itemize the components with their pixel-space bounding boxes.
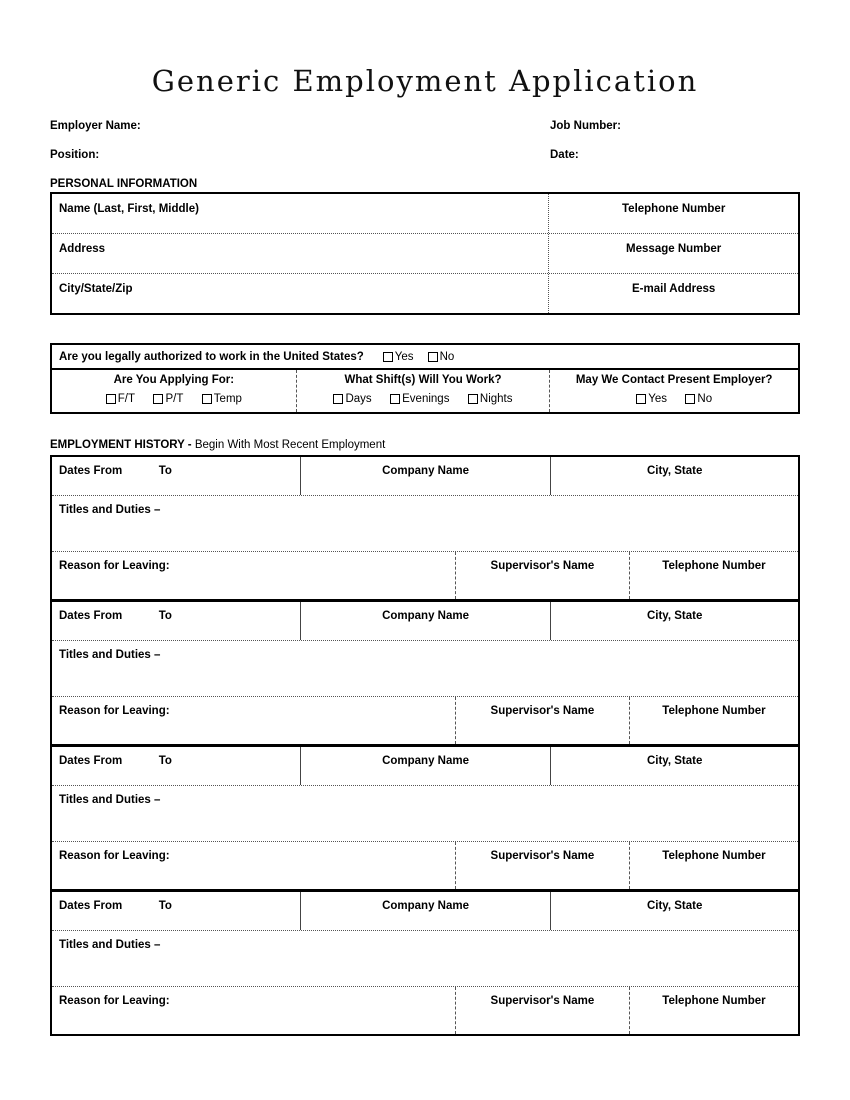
employment-history-heading <box>50 439 385 451</box>
company-field[interactable] <box>301 457 552 495</box>
dates-to-label: To <box>158 610 172 622</box>
employment-history-table <box>50 455 800 1036</box>
titles-duties-label: Titles and Duties – <box>59 504 161 516</box>
table-row <box>52 234 798 274</box>
checkbox-icon <box>428 352 438 362</box>
applying-for-column <box>52 370 296 412</box>
dates-row <box>52 892 798 931</box>
table-row <box>52 194 798 234</box>
dates-row <box>52 602 798 641</box>
checkbox-icon <box>390 394 400 404</box>
city-state-label: City, State <box>646 610 703 622</box>
dates-from-label: Dates From <box>59 610 123 622</box>
personal-information-table <box>50 192 800 315</box>
employer-name-label: Employer Name: <box>50 120 141 132</box>
authorized-question-row <box>52 345 798 370</box>
email-label: E-mail Address <box>632 283 716 295</box>
checkbox-icon <box>202 394 212 404</box>
titles-duties-field[interactable] <box>52 786 798 842</box>
checkbox-label: Yes <box>394 350 414 363</box>
dates-field[interactable] <box>52 602 301 640</box>
city-state-label: City, State <box>646 900 703 912</box>
dates-row <box>52 747 798 786</box>
reason-field[interactable] <box>52 842 455 889</box>
supervisor-field[interactable] <box>455 697 629 744</box>
days-checkbox[interactable] <box>333 393 371 405</box>
company-label: Company Name <box>382 900 469 912</box>
authorized-yes-checkbox[interactable] <box>383 351 414 363</box>
telephone-label: Telephone Number <box>662 705 766 717</box>
titles-duties-label: Titles and Duties – <box>59 794 161 806</box>
checkbox-icon <box>636 394 646 404</box>
name-label: Name (Last, First, Middle) <box>59 203 199 215</box>
shift-column <box>296 370 550 412</box>
dates-from-label: Dates From <box>59 755 123 767</box>
dates-from-label: Dates From <box>59 900 123 912</box>
checkbox-icon <box>153 394 163 404</box>
telephone-field[interactable] <box>629 552 798 599</box>
supervisor-label: Supervisor's Name <box>490 560 595 572</box>
personal-information-heading: PERSONAL INFORMATION <box>50 178 198 190</box>
company-label: Company Name <box>382 610 469 622</box>
titles-duties-field[interactable] <box>52 496 798 552</box>
position-label: Position: <box>50 149 100 161</box>
telephone-field[interactable] <box>629 842 798 889</box>
address-field[interactable] <box>52 234 549 273</box>
employment-entry-3 <box>52 747 798 892</box>
reason-label: Reason for Leaving: <box>59 995 170 1007</box>
contact-no-checkbox[interactable] <box>685 393 712 405</box>
reason-field[interactable] <box>52 697 455 744</box>
telephone-field[interactable] <box>629 697 798 744</box>
employment-entry-2 <box>52 602 798 747</box>
ft-checkbox[interactable] <box>106 393 135 405</box>
date-label: Date: <box>550 149 579 161</box>
city-state-zip-label: City/State/Zip <box>59 283 133 295</box>
dates-to-label: To <box>158 755 172 767</box>
checkbox-label: No <box>697 393 713 405</box>
applying-for-heading: Are You Applying For: <box>113 374 235 386</box>
reason-label: Reason for Leaving: <box>59 705 170 717</box>
checkbox-label: Yes <box>648 393 667 405</box>
reason-row <box>52 697 798 744</box>
shift-heading: What Shift(s) Will You Work? <box>344 374 502 386</box>
dates-to-label: To <box>158 465 172 477</box>
telephone-label: Telephone Number <box>662 850 766 862</box>
telephone-label: Telephone Number <box>662 560 766 572</box>
company-field[interactable] <box>301 602 552 640</box>
contact-yes-checkbox[interactable] <box>636 393 667 405</box>
supervisor-label: Supervisor's Name <box>490 850 595 862</box>
temp-checkbox[interactable] <box>202 393 242 405</box>
dates-from-label: Dates From <box>59 465 123 477</box>
reason-label: Reason for Leaving: <box>59 850 170 862</box>
telephone-label: Telephone Number <box>622 203 726 215</box>
titles-duties-field[interactable] <box>52 931 798 987</box>
city-state-field[interactable] <box>551 892 798 930</box>
checkbox-label: Nights <box>479 393 513 405</box>
checkbox-label: Temp <box>213 393 242 405</box>
city-state-label: City, State <box>646 755 703 767</box>
supervisor-label: Supervisor's Name <box>490 995 595 1007</box>
eligibility-columns <box>52 370 798 412</box>
supervisor-label: Supervisor's Name <box>490 705 595 717</box>
pt-checkbox[interactable] <box>153 393 183 405</box>
message-number-label: Message Number <box>626 243 722 255</box>
company-label: Company Name <box>382 465 469 477</box>
city-state-zip-field[interactable] <box>52 274 549 313</box>
authorized-no-checkbox[interactable] <box>428 351 455 363</box>
checkbox-icon <box>333 394 343 404</box>
telephone-label: Telephone Number <box>662 995 766 1007</box>
name-field[interactable] <box>52 194 549 233</box>
dates-field[interactable] <box>52 892 301 930</box>
page-title: Generic Employment Application <box>151 64 699 98</box>
dates-field[interactable] <box>52 457 301 495</box>
email-field[interactable] <box>549 274 798 313</box>
employment-history-heading-rest: Begin With Most Recent Employment <box>191 439 386 451</box>
city-state-label: City, State <box>646 465 703 477</box>
checkbox-label: Days <box>345 393 372 405</box>
work-eligibility-table <box>50 343 800 414</box>
dates-to-label: To <box>158 900 172 912</box>
telephone-field[interactable] <box>549 194 798 233</box>
contact-employer-column <box>549 370 798 412</box>
authorized-question-label: Are you legally authorized to work in the United States? <box>59 350 364 363</box>
employment-entry-4 <box>52 892 798 1034</box>
reason-field[interactable] <box>52 987 455 1034</box>
contact-employer-heading: May We Contact Present Employer? <box>575 374 773 386</box>
table-row <box>52 274 798 313</box>
reason-label: Reason for Leaving: <box>59 560 170 572</box>
company-label: Company Name <box>382 755 469 767</box>
evenings-checkbox[interactable] <box>390 393 449 405</box>
checkbox-label: Evenings <box>402 393 450 405</box>
checkbox-label: F/T <box>117 393 135 405</box>
checkbox-icon <box>383 352 393 362</box>
message-number-field[interactable] <box>549 234 798 273</box>
dates-field[interactable] <box>52 747 301 785</box>
nights-checkbox[interactable] <box>468 393 513 405</box>
city-state-field[interactable] <box>551 747 798 785</box>
checkbox-icon <box>685 394 695 404</box>
city-state-field[interactable] <box>551 602 798 640</box>
contact-employer-options <box>550 391 798 409</box>
reason-field[interactable] <box>52 552 455 599</box>
job-number-label: Job Number: <box>550 120 621 132</box>
supervisor-field[interactable] <box>455 987 629 1034</box>
titles-duties-label: Titles and Duties – <box>59 939 161 951</box>
city-state-field[interactable] <box>551 457 798 495</box>
titles-duties-field[interactable] <box>52 641 798 697</box>
applying-for-options <box>52 391 296 409</box>
reason-row <box>52 552 798 599</box>
checkbox-label: P/T <box>165 393 184 405</box>
checkbox-label: No <box>439 350 455 363</box>
checkbox-icon <box>468 394 478 404</box>
checkbox-icon <box>106 394 116 404</box>
titles-duties-label: Titles and Duties – <box>59 649 161 661</box>
employment-entry-1 <box>52 457 798 602</box>
supervisor-field[interactable] <box>455 552 629 599</box>
shift-options <box>297 391 550 409</box>
telephone-field[interactable] <box>629 987 798 1034</box>
dates-row <box>52 457 798 496</box>
reason-row <box>52 987 798 1034</box>
supervisor-field[interactable] <box>455 842 629 889</box>
reason-row <box>52 842 798 889</box>
company-field[interactable] <box>301 747 552 785</box>
employment-history-heading-bold: EMPLOYMENT HISTORY - <box>50 439 192 451</box>
address-label: Address <box>59 243 106 255</box>
company-field[interactable] <box>301 892 552 930</box>
